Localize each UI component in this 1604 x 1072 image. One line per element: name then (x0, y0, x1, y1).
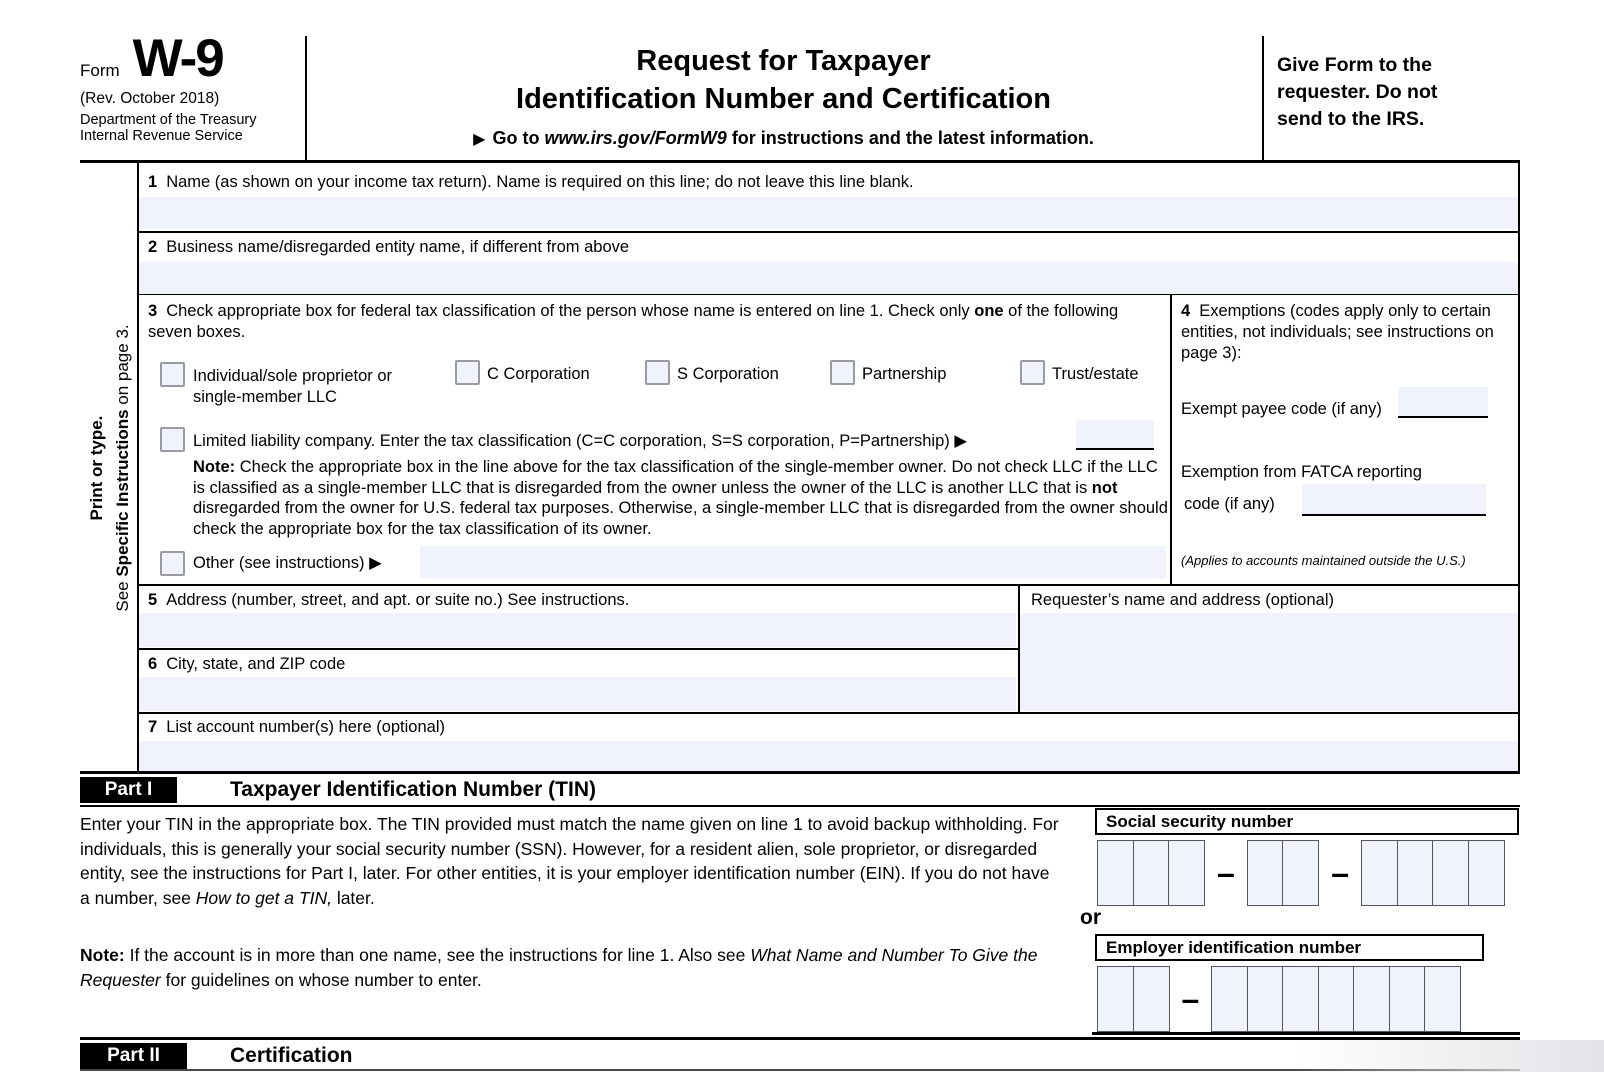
tin-paragraph-text: Enter your TIN in the appropriate box. The TIN provided must match the name given on line 1 to avoid backup withholding. For individuals, this is generally your social security number (SSN). However, for a resident alien, sole proprietor, or disregarded entity, see the instructions for Part I, later. For other entities, it is your employer identification number (EIN). If you do not have a number, see (80, 814, 1059, 908)
line1-label (148, 172, 1508, 193)
header-bottom-rule (80, 160, 1520, 163)
ein-bottom-rule (1092, 1032, 1520, 1035)
tin-digit-box[interactable] (1468, 840, 1505, 906)
line5-label-text: Address (number, street, and apt. or suite no.) See instructions. (166, 591, 630, 609)
ein-label-box: Employer identification number (1095, 934, 1484, 961)
tin-digit-box[interactable] (1168, 840, 1205, 906)
line2-number: 2 (148, 238, 158, 256)
tin-digit-box[interactable] (1389, 966, 1426, 1032)
form-title-block (307, 42, 1260, 149)
form-identity-block (80, 28, 315, 144)
arrow-right-icon: ▶ (473, 131, 486, 148)
tin-dash-separator: – (1181, 981, 1200, 1017)
llc-note-bold: Note: (193, 458, 236, 476)
checkbox-partnership[interactable] (830, 360, 855, 385)
fatca-label-line1: Exemption from FATCA reporting (1181, 463, 1422, 481)
sidebar-line2-pre: See (113, 576, 132, 612)
tin-digit-box[interactable] (1353, 966, 1390, 1032)
other-label-text: Other (see instructions) (193, 554, 370, 572)
line7-label-text: List account number(s) here (optional) (166, 718, 445, 736)
tin-paragraph-italic: How to get a TIN, (195, 887, 332, 908)
sidebar-line1: Print or type. (87, 415, 106, 521)
row-divider (137, 712, 1520, 714)
part1-header-rule (80, 805, 1520, 807)
line4-number: 4 (1181, 302, 1191, 320)
llc-label (193, 431, 1093, 452)
tin-digit-box[interactable] (1432, 840, 1469, 906)
tin-digit-box[interactable] (1097, 966, 1134, 1032)
line6-label-text: City, state, and ZIP code (166, 655, 346, 673)
form-word: Form (80, 61, 120, 80)
exempt-payee-label: Exempt payee code (if any) (1181, 400, 1382, 418)
fatca-code-input[interactable] (1302, 484, 1486, 516)
line6-label (148, 654, 1008, 675)
tin-digit-group (1097, 840, 1205, 906)
sidebar-line2 (110, 166, 136, 770)
give-form-notice: Give Form to the requester. Do not send to the IRS. (1277, 54, 1438, 130)
line5-label (148, 590, 1008, 611)
business-name-input[interactable] (139, 262, 1518, 294)
ein-digit-row (1097, 966, 1461, 1032)
checkbox-c-corporation[interactable] (455, 360, 480, 385)
llc-note (193, 457, 1173, 539)
tin-dash-separator: – (1217, 855, 1235, 891)
checkbox-s-corporation[interactable] (645, 360, 670, 385)
page-title-line2: Identification Number and Certification (516, 83, 1051, 115)
or-label: or (1080, 906, 1101, 929)
applies-note: (Applies to accounts maintained outside the U.S.) (1181, 553, 1466, 568)
address-input[interactable] (139, 613, 1016, 647)
irs-line: Internal Revenue Service (80, 128, 243, 144)
checkbox-s-corporation-label: S Corporation (677, 365, 779, 383)
other-label (193, 553, 453, 574)
tin-digit-box[interactable] (1133, 966, 1170, 1032)
ssn-label-box: Social security number (1095, 808, 1519, 835)
sidebar-line2-post: on page 3. (113, 324, 132, 410)
tin-digit-group (1247, 840, 1320, 906)
checkbox-llc[interactable] (160, 427, 185, 452)
other-input[interactable] (420, 546, 1166, 578)
tin-digit-group (1361, 840, 1505, 906)
tin-dash-separator: – (1331, 855, 1350, 891)
name-input[interactable] (139, 197, 1518, 229)
tin-note-text: If the account is in more than one name, see the instructions for line 1. Also see (124, 945, 751, 965)
requester-label: Requester’s name and address (optional) (1031, 591, 1334, 609)
page-corner-shadow (1294, 1040, 1604, 1072)
tin-note-italic: What Name and Number To Give the Requester (80, 945, 1038, 990)
tin-note-paragraph (80, 943, 1060, 992)
llc-note-bold2: not (1091, 478, 1118, 497)
tin-digit-box[interactable] (1282, 840, 1319, 906)
print-or-type-sidebar (84, 166, 136, 770)
goto-text-end: for instructions and the latest information. (726, 128, 1094, 148)
tin-note-end: for guidelines on whose number to enter. (160, 969, 482, 990)
line2-label-text: Business name/disregarded entity name, if different from above (166, 238, 630, 256)
arrow-right-icon: ▶ (954, 432, 968, 450)
exemptions-column-divider (1170, 293, 1172, 585)
line3-label-bold: one (974, 302, 1004, 320)
checkbox-individual[interactable] (160, 362, 185, 387)
line4-label (1181, 301, 1499, 364)
line3-label (148, 301, 1166, 343)
line3-label-post: of the following seven boxes. (148, 302, 1119, 341)
tin-digit-box[interactable] (1424, 966, 1461, 1032)
tin-digit-box[interactable] (1361, 840, 1398, 906)
tin-digit-box[interactable] (1282, 966, 1319, 1032)
tin-digit-group (1097, 966, 1170, 1032)
goto-text: Go to (492, 128, 545, 148)
header-divider-right (1262, 36, 1264, 162)
line1-label-text: Name (as shown on your income tax return). Name is required on this line; do not leave this line blank. (166, 173, 914, 191)
tin-paragraph-end: later. (331, 887, 375, 908)
tin-digit-box[interactable] (1247, 966, 1284, 1032)
part1-top-rule (80, 771, 1520, 774)
sidebar-line2-bold: Specific Instructions (113, 409, 132, 577)
city-state-zip-input[interactable] (139, 677, 1016, 711)
instructions-link-line (307, 128, 1260, 149)
row-divider (137, 648, 1019, 650)
line7-number: 7 (148, 718, 158, 736)
tin-digit-box[interactable] (1097, 840, 1134, 906)
line3-label-pre: Check appropriate box for federal tax classification of the person whose name is entered on line 1. Check only (166, 302, 975, 320)
checkbox-partnership-label: Partnership (862, 365, 947, 383)
requester-input[interactable] (1020, 613, 1518, 711)
llc-note-text1: Check the appropriate box in the line above for the tax classification of the single-member owner. Do not check LLC if the LLC is classified as a single-member LLC that is disregarded from the owner unless the owner of the LLC is another LLC that is (193, 458, 1158, 497)
tin-digit-box[interactable] (1133, 840, 1170, 906)
part2-badge: Part II (80, 1043, 187, 1069)
line7-label (148, 717, 1508, 738)
line2-label (148, 237, 1508, 258)
goto-url[interactable]: www.irs.gov/FormW9 (544, 128, 727, 148)
llc-label-text: Limited liability company. Enter the tax classification (C=C corporation, S=S corporation, P=Partnership) (193, 432, 955, 450)
checkbox-other[interactable] (160, 551, 185, 576)
exempt-payee-code-input[interactable] (1398, 387, 1488, 418)
form-number: W-9 (132, 29, 223, 88)
row-divider (137, 231, 1520, 233)
part1-badge: Part I (80, 777, 177, 803)
part1-title: Taxpayer Identification Number (TIN) (230, 778, 596, 801)
line5-number: 5 (148, 591, 158, 609)
arrow-right-icon: ▶ (369, 554, 382, 572)
form-revision: (Rev. October 2018) (80, 90, 220, 107)
tin-digit-box[interactable] (1211, 966, 1248, 1032)
llc-classification-input[interactable] (1076, 420, 1154, 450)
line1-number: 1 (148, 173, 158, 191)
fatca-label-line2: code (if any) (1184, 495, 1275, 513)
form-box-right-border (1518, 163, 1520, 771)
tin-digit-group (1211, 966, 1461, 1032)
line4-label-text: Exemptions (codes apply only to certain entities, not individuals; see instructions on page 3): (1181, 302, 1494, 362)
checkbox-individual-label: Individual/sole proprietor or single-member LLC (193, 367, 393, 406)
page-title-line1: Request for Taxpayer (636, 45, 931, 77)
part2-title: Certification (230, 1044, 353, 1067)
tin-digit-box[interactable] (1318, 966, 1355, 1032)
tin-note-bold: Note: (80, 945, 125, 965)
tin-instructions-paragraph (80, 812, 1060, 910)
ssn-digit-row (1097, 840, 1505, 906)
checkbox-trust-estate[interactable] (1020, 360, 1045, 385)
llc-note-text2: disregarded from the owner for U.S. federal tax purposes. Otherwise, a single-member LLC that is disregarded from the owner should check the appropriate box for the tax classification of its owner. (193, 499, 1168, 538)
checkbox-trust-estate-label: Trust/estate (1052, 365, 1139, 383)
department-line: Department of the Treasury (80, 112, 257, 128)
tin-digit-box[interactable] (1247, 840, 1284, 906)
checkbox-c-corporation-label: C Corporation (487, 365, 590, 383)
account-numbers-input[interactable] (139, 741, 1518, 771)
line6-number: 6 (148, 655, 158, 673)
line3-number: 3 (148, 302, 158, 320)
tin-digit-box[interactable] (1397, 840, 1434, 906)
row-divider (137, 584, 1520, 586)
